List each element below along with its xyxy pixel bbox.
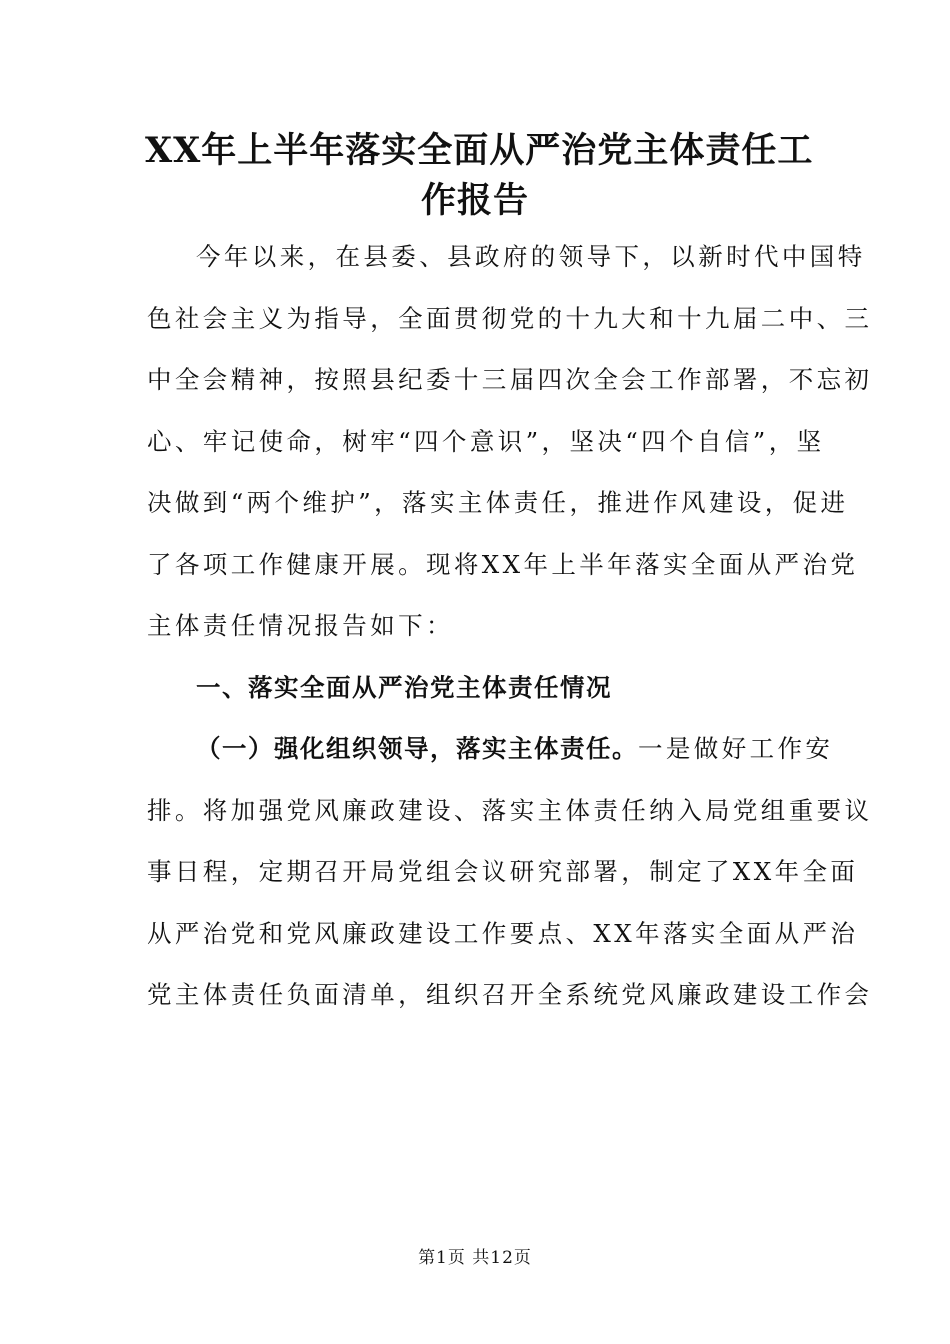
body-line-3: 中全会精神，按照县纪委十三届四次全会工作部署，不忘初 bbox=[147, 365, 873, 394]
subsection-first-line-text: 一是做好工作安 bbox=[638, 734, 834, 763]
subsection-heading: （一）强化组织领导，落实主体责任。 bbox=[196, 734, 638, 763]
body-line-5: 决做到“两个维护”，落实主体责任，推进作风建设，促进 bbox=[147, 488, 849, 517]
title-line-2: 作报告 bbox=[420, 180, 529, 221]
document-title bbox=[145, 126, 814, 226]
subsection-line-2: 排。将加强党风廉政建设、落实主体责任纳入局党组重要议 bbox=[147, 795, 873, 825]
subsection-line-3: 事日程，定期召开局党组会议研究部署，制定了XX年全面 bbox=[147, 857, 859, 886]
subsection-line-4: 从严治党和党风廉政建设工作要点、XX年落实全面从严治 bbox=[147, 918, 859, 948]
page-number-label: 第1页 共12页 bbox=[418, 1248, 532, 1268]
subsection-line-5: 党主体责任负面清单，组织召开全系统党风廉政建设工作会 bbox=[147, 980, 873, 1009]
body-line-7: 主体责任情况报告如下： bbox=[147, 611, 454, 640]
page-footer bbox=[0, 1243, 950, 1268]
body-line-6: 了各项工作健康开展。现将XX年上半年落实全面从严治党 bbox=[147, 549, 859, 579]
subsection-first-line bbox=[147, 718, 834, 780]
body-line-2: 色社会主义为指导，全面贯彻党的十九大和十九届二中、三 bbox=[147, 303, 873, 333]
document-body bbox=[147, 226, 873, 1026]
body-line-4: 心、牢记使命，树牢“四个意识”，坚决“四个自信”，坚 bbox=[147, 426, 825, 456]
title-line-1: XX年上半年落实全面从严治党主体责任工 bbox=[145, 130, 814, 171]
body-line-1: 今年以来，在县委、县政府的领导下，以新时代中国特 bbox=[196, 242, 866, 271]
section-heading: 一、落实全面从严治党主体责任情况 bbox=[196, 672, 612, 702]
